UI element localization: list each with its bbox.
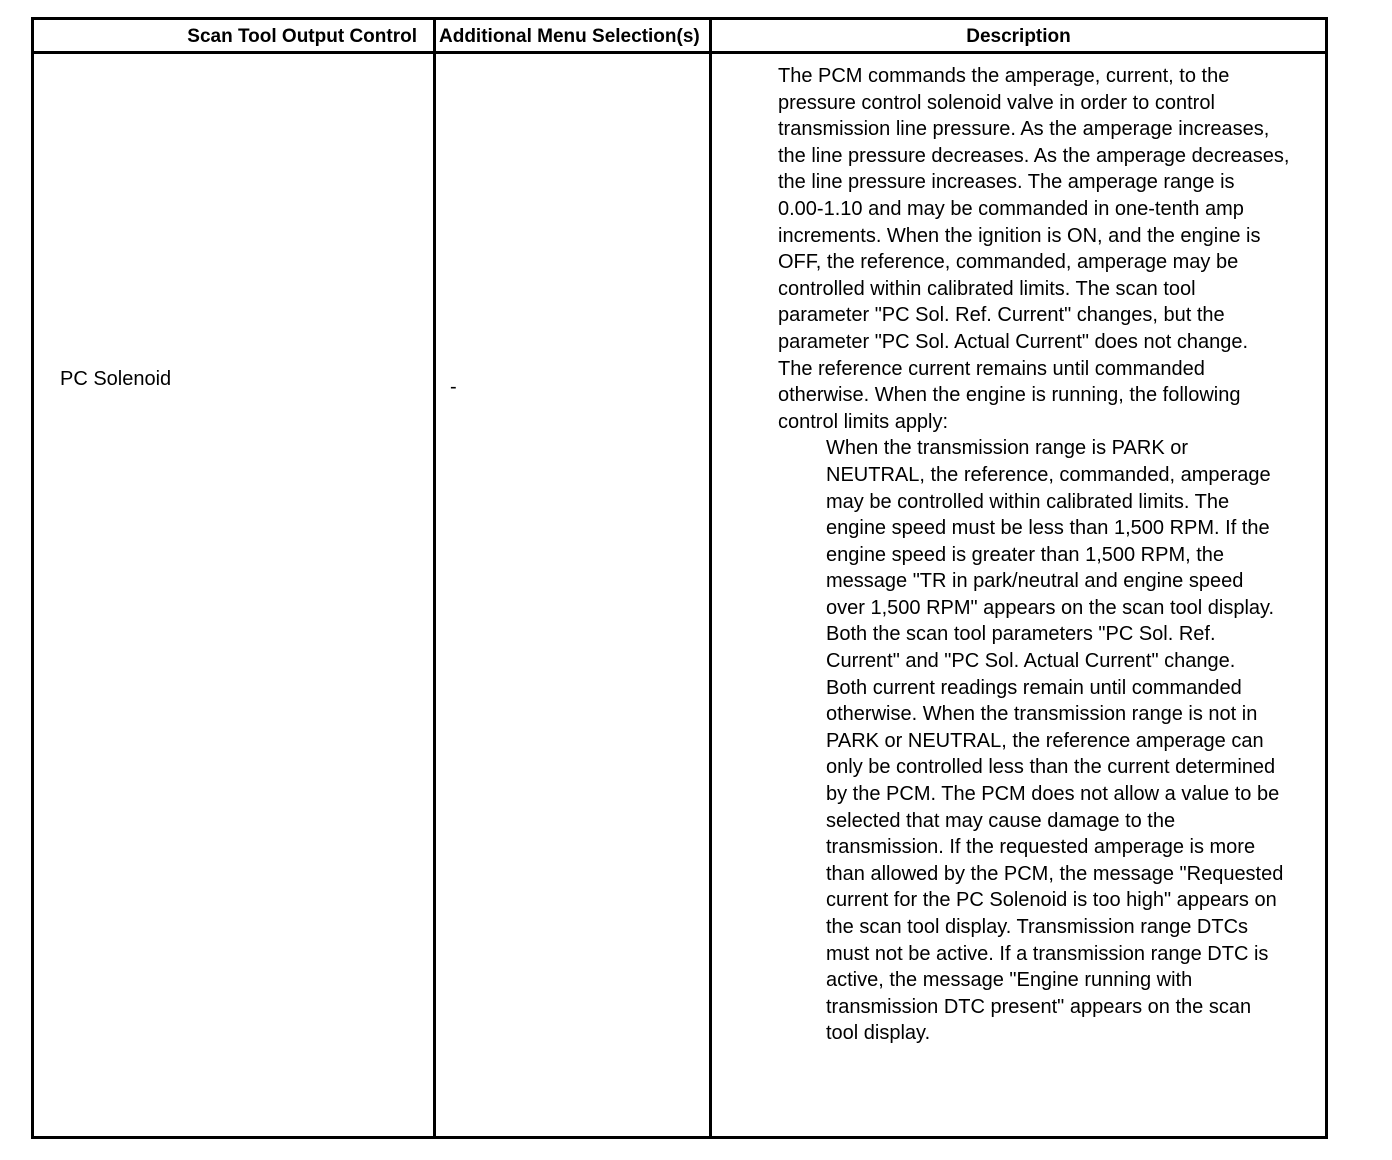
column-divider bbox=[709, 20, 712, 1136]
column-divider bbox=[433, 20, 436, 1136]
description-detail-paragraph: When the transmission range is PARK or NEUTRAL, the reference, commanded, amperage may be controlled within calibrated limits. The engine speed must be less than 1,500 RPM. If the engine speed is greater than 1,500 RPM, the message "TR in park/neutral and engine speed over 1,500 RPM" appears on the scan tool display. Both the scan tool parameters "PC Sol. Ref. Current" and "PC Sol. Actual Current" change. Both current readings remain until commanded otherwise. When the transmission range is not in PARK or NEUTRAL, the reference amperage can only be controlled less than the current determined by the PCM. The PCM does not allow a value to be selected that may cause damage to the transmission. If the requested amperage is more than allowed by the PCM, the message "Requested current for the PC Solenoid is too high" appears on the scan tool display. Transmission range DTCs must not be active. If a transmission range DTC is active, the message "Engine running with transmission DTC present" appears on the scan tool display. bbox=[826, 437, 1284, 1045]
header-output-control: Scan Tool Output Control bbox=[187, 26, 417, 47]
output-control-table bbox=[31, 17, 1328, 1139]
cell-description bbox=[778, 63, 1338, 1047]
header-menu-selection: Additional Menu Selection(s) bbox=[439, 26, 700, 47]
table-header-row bbox=[34, 20, 1325, 54]
cell-output-control: PC Solenoid bbox=[60, 368, 172, 390]
cell-menu-selection: - bbox=[450, 376, 457, 398]
header-description: Description bbox=[966, 26, 1071, 47]
description-main-paragraph: The PCM commands the amperage, current, to the pressure control solenoid valve in order to control transmission line pressure. As the amperage increases, the line pressure decreases. As the amperage decreases, the line pressure increases. The amperage range is 0.00-1.10 and may be commanded in one-tenth amp increments. When the ignition is ON, and the engine is OFF, the reference, commanded, amperage may be controlled within calibrated limits. The scan tool parameter "PC Sol. Ref. Current" changes, but the parameter "PC Sol. Actual Current" does not change. The reference current remains until commanded otherwise. When the engine is running, the following control limits apply: bbox=[778, 65, 1290, 433]
